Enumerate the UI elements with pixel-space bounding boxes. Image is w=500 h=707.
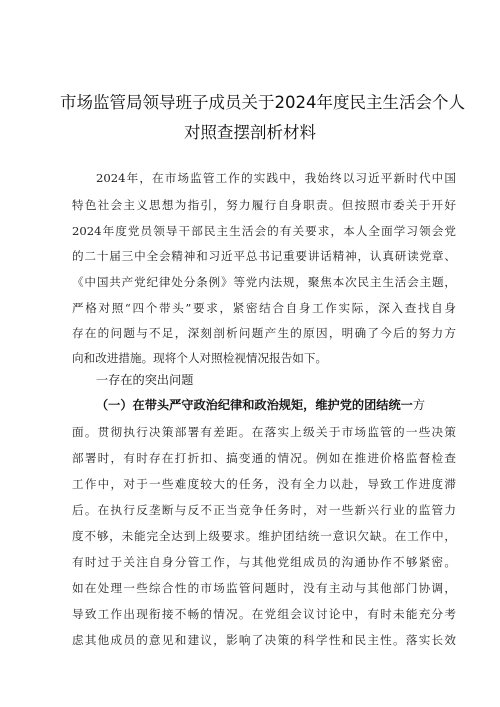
body-line: 如在处理一些综合性的市场监管问题时，没有主动与其他部门协调，: [72, 581, 456, 595]
body-line: 度不够，未能完全达到上级要求。维护团结统一意识欠缺。在工作中，: [72, 529, 456, 543]
document-title-line-2: 对照查摆剖析材料: [184, 123, 316, 142]
intro-line: 2024年，在市场监管工作的实践中，我始终以习近平新时代中国: [96, 171, 456, 185]
body-line: 部署时，有时存在打折扣、搞变通的情况。例如在推进价格监督检查: [72, 451, 456, 465]
intro-line: 严格对照“四个带头”要求，紧密结合自身工作实际，深入查找自身: [72, 301, 456, 315]
body-line: 面。贯彻执行决策部署有差距。在落实上级关于市场监管的一些决策: [72, 425, 456, 439]
subsection-heading: [96, 398, 456, 412]
intro-line: 特色社会主义思想为指引，努力履行自身职责。但按照市委关于开好: [72, 198, 456, 212]
body-line: 后。在执行反垄断与反不正当竞争任务时，对一些新兴行业的监管力: [72, 503, 456, 517]
intro-line: 向和改进措施。现将个人对照检视情况报告如下。: [72, 351, 328, 365]
body-line: 导致工作出现衔接不畅的情况。在党组会议讨论中，有时未能充分考: [72, 607, 456, 621]
intro-line: 2024年度党员领导干部民主生活会的有关要求，本人全面学习领会党: [72, 224, 456, 238]
intro-line: 的二十届三中全会精神和习近平总书记重要讲话精神，认真研读党章、: [72, 249, 456, 263]
intro-line: 《中国共产党纪律处分条例》等党内法规，聚焦本次民主生活会主题，: [72, 275, 456, 289]
body-line: 工作中，对于一些难度较大的任务，没有全力以赴，导致工作进度滞: [72, 477, 456, 491]
intro-line: 存在的问题与不足，深刻剖析问题产生的原因，明确了今后的努力方: [72, 326, 456, 340]
body-line: 有时过于关注自身分管工作，与其他党组成员的沟通协作不够紧密。: [72, 555, 456, 569]
document-title-line-1: 市场监管局领导班子成员关于2024年度民主生活会个人: [60, 93, 465, 112]
section-heading: 一存在的突出问题: [96, 373, 194, 387]
body-line: 虑其他成员的意见和建议，影响了决策的科学性和民主性。落实长效: [72, 633, 456, 647]
subsection-heading-rest: 方: [412, 398, 426, 412]
subsection-heading-bold: （一）在带头严守政治纪律和政治规矩，维护党的团结统一: [96, 398, 413, 412]
